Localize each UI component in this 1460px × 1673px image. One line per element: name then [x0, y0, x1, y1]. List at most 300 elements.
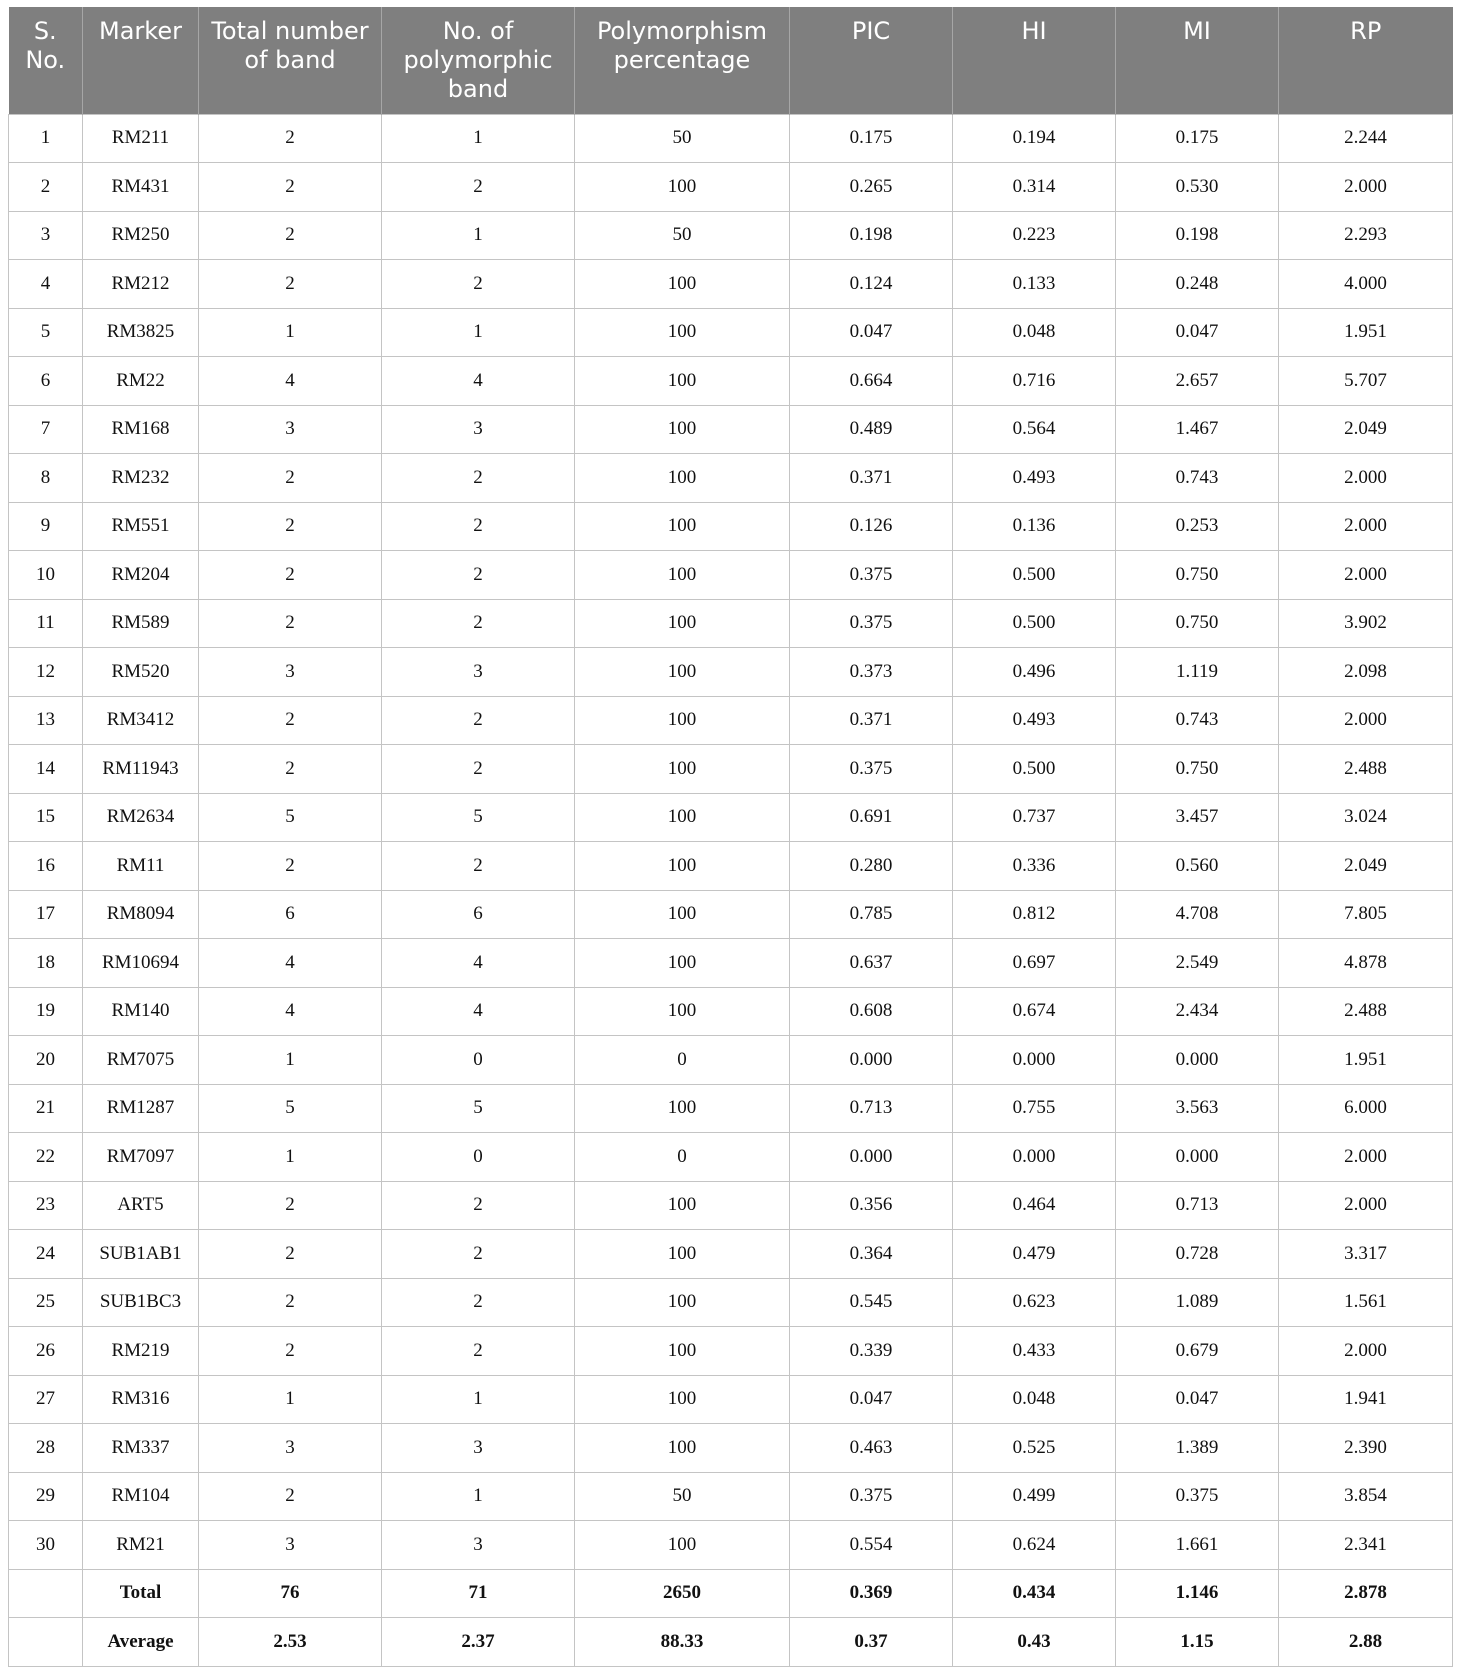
cell-polymorphic-bands: 2: [382, 599, 575, 648]
cell-marker: RM1287: [83, 1084, 199, 1133]
cell-rp: 2.000: [1279, 1327, 1453, 1376]
cell-serial-number: 14: [9, 745, 83, 794]
cell-total-bands: 4: [199, 939, 382, 988]
cell-pic: 0.356: [790, 1181, 953, 1230]
cell-pic: 0.375: [790, 551, 953, 600]
cell-marker: RM11: [83, 842, 199, 891]
cell-rp: 2.244: [1279, 114, 1453, 163]
cell-hi: 0.133: [953, 260, 1116, 309]
cell-hi: 0.812: [953, 890, 1116, 939]
cell-mi: 1.089: [1116, 1278, 1279, 1327]
cell-polymorphic-bands: 1: [382, 211, 575, 260]
cell-serial-number: 13: [9, 696, 83, 745]
header-serial-number: S. No.: [9, 7, 83, 114]
cell-total-bands: 4: [199, 987, 382, 1036]
cell-hi: 0.500: [953, 551, 1116, 600]
cell-mi: 0.750: [1116, 599, 1279, 648]
cell-polymorphism-percentage: 100: [575, 1375, 790, 1424]
cell-polymorphism-percentage: 100: [575, 987, 790, 1036]
cell-mi: 0.743: [1116, 696, 1279, 745]
cell-pic: 0.375: [790, 745, 953, 794]
cell-polymorphism-percentage: 100: [575, 357, 790, 406]
cell-rp: 3.902: [1279, 599, 1453, 648]
cell-pic: 0.785: [790, 890, 953, 939]
cell-polymorphism-percentage: 100: [575, 696, 790, 745]
cell-pic: 0.339: [790, 1327, 953, 1376]
cell-total-bands: 2: [199, 1327, 382, 1376]
cell-mi: 2.434: [1116, 987, 1279, 1036]
cell-total-bands: 3: [199, 1424, 382, 1473]
cell-serial-number: 28: [9, 1424, 83, 1473]
cell-hi: 0.336: [953, 842, 1116, 891]
cell-polymorphic-bands: 1: [382, 1375, 575, 1424]
cell-marker: RM7097: [83, 1133, 199, 1182]
cell-mi: 0.000: [1116, 1133, 1279, 1182]
cell-rp: 2.000: [1279, 696, 1453, 745]
header-pic: PIC: [790, 7, 953, 114]
cell-pic: 0.000: [790, 1036, 953, 1085]
cell-total-bands: 2: [199, 599, 382, 648]
cell-pic: 0.047: [790, 1375, 953, 1424]
cell-polymorphic-bands: 2: [382, 502, 575, 551]
cell-rp: 2.000: [1279, 163, 1453, 212]
cell-hi: 0.314: [953, 163, 1116, 212]
cell-marker: RM10694: [83, 939, 199, 988]
cell-serial-number: 4: [9, 260, 83, 309]
cell-total-bands: 1: [199, 1036, 382, 1085]
cell-total-bands: 2: [199, 1472, 382, 1521]
table-row: [9, 405, 1453, 454]
cell-hi: 0.43: [953, 1618, 1116, 1667]
cell-marker: RM551: [83, 502, 199, 551]
cell-marker: RM431: [83, 163, 199, 212]
table-row: [9, 1424, 1453, 1473]
cell-mi: 0.679: [1116, 1327, 1279, 1376]
cell-total-bands: 2: [199, 114, 382, 163]
cell-polymorphic-bands: 4: [382, 987, 575, 1036]
cell-marker: RM8094: [83, 890, 199, 939]
cell-hi: 0.623: [953, 1278, 1116, 1327]
cell-polymorphism-percentage: 100: [575, 842, 790, 891]
cell-rp: 2.049: [1279, 405, 1453, 454]
cell-mi: 0.728: [1116, 1230, 1279, 1279]
table-row: [9, 551, 1453, 600]
cell-total-bands: 2: [199, 696, 382, 745]
cell-total-bands: 2: [199, 260, 382, 309]
cell-marker: RM21: [83, 1521, 199, 1570]
cell-marker: Average: [83, 1618, 199, 1667]
cell-pic: 0.126: [790, 502, 953, 551]
cell-marker: RM7075: [83, 1036, 199, 1085]
cell-pic: 0.000: [790, 1133, 953, 1182]
cell-serial-number: 10: [9, 551, 83, 600]
cell-mi: 0.248: [1116, 260, 1279, 309]
cell-serial-number: 9: [9, 502, 83, 551]
cell-marker: RM11943: [83, 745, 199, 794]
cell-total-bands: 1: [199, 1133, 382, 1182]
cell-serial-number: [9, 1618, 83, 1667]
cell-rp: 2.88: [1279, 1618, 1453, 1667]
cell-mi: 0.530: [1116, 163, 1279, 212]
cell-serial-number: 25: [9, 1278, 83, 1327]
cell-serial-number: 21: [9, 1084, 83, 1133]
cell-rp: 2.000: [1279, 551, 1453, 600]
cell-rp: 2.488: [1279, 987, 1453, 1036]
cell-serial-number: 1: [9, 114, 83, 163]
cell-marker: RM316: [83, 1375, 199, 1424]
cell-marker: RM232: [83, 454, 199, 503]
cell-pic: 0.608: [790, 987, 953, 1036]
table-row: [9, 1327, 1453, 1376]
cell-polymorphic-bands: 2: [382, 696, 575, 745]
cell-polymorphism-percentage: 100: [575, 1084, 790, 1133]
table-row: [9, 1472, 1453, 1521]
table-container: [8, 7, 1453, 1667]
cell-hi: 0.716: [953, 357, 1116, 406]
table-row: [9, 939, 1453, 988]
header-total-bands: Total number of band: [199, 7, 382, 114]
cell-polymorphism-percentage: 50: [575, 211, 790, 260]
cell-hi: 0.624: [953, 1521, 1116, 1570]
cell-polymorphism-percentage: 100: [575, 599, 790, 648]
table-row: [9, 890, 1453, 939]
cell-polymorphic-bands: 1: [382, 114, 575, 163]
table-row: [9, 357, 1453, 406]
cell-pic: 0.198: [790, 211, 953, 260]
cell-polymorphism-percentage: 100: [575, 1424, 790, 1473]
cell-polymorphism-percentage: 100: [575, 890, 790, 939]
table-row: [9, 1133, 1453, 1182]
cell-total-bands: 2: [199, 842, 382, 891]
cell-rp: 2.293: [1279, 211, 1453, 260]
header-row: [9, 7, 1453, 114]
cell-marker: SUB1BC3: [83, 1278, 199, 1327]
cell-polymorphism-percentage: 50: [575, 114, 790, 163]
cell-polymorphism-percentage: 100: [575, 502, 790, 551]
cell-total-bands: 3: [199, 405, 382, 454]
cell-pic: 0.265: [790, 163, 953, 212]
header-polymorphism-percentage: Polymorphism percentage: [575, 7, 790, 114]
cell-serial-number: 18: [9, 939, 83, 988]
cell-pic: 0.280: [790, 842, 953, 891]
cell-serial-number: 7: [9, 405, 83, 454]
table-row: [9, 1230, 1453, 1279]
table-header: [9, 7, 1453, 114]
cell-polymorphic-bands: 3: [382, 1521, 575, 1570]
cell-polymorphic-bands: 2: [382, 1230, 575, 1279]
cell-mi: 3.457: [1116, 793, 1279, 842]
cell-total-bands: 5: [199, 793, 382, 842]
cell-marker: RM140: [83, 987, 199, 1036]
table-row: [9, 1278, 1453, 1327]
cell-marker: RM3825: [83, 308, 199, 357]
cell-hi: 0.674: [953, 987, 1116, 1036]
cell-total-bands: 2: [199, 551, 382, 600]
table-row: [9, 1521, 1453, 1570]
cell-hi: 0.697: [953, 939, 1116, 988]
cell-serial-number: 16: [9, 842, 83, 891]
cell-total-bands: 2: [199, 454, 382, 503]
cell-rp: 3.317: [1279, 1230, 1453, 1279]
cell-polymorphism-percentage: 100: [575, 551, 790, 600]
cell-polymorphic-bands: 6: [382, 890, 575, 939]
cell-hi: 0.000: [953, 1036, 1116, 1085]
cell-rp: 1.561: [1279, 1278, 1453, 1327]
cell-marker: ART5: [83, 1181, 199, 1230]
header-rp: RP: [1279, 7, 1453, 114]
cell-total-bands: 2: [199, 211, 382, 260]
cell-rp: 1.951: [1279, 1036, 1453, 1085]
table-row: [9, 163, 1453, 212]
cell-marker: RM589: [83, 599, 199, 648]
cell-rp: 4.878: [1279, 939, 1453, 988]
cell-polymorphic-bands: 2: [382, 842, 575, 891]
cell-hi: 0.048: [953, 308, 1116, 357]
marker-statistics-table: [8, 7, 1453, 1667]
cell-marker: RM219: [83, 1327, 199, 1376]
cell-mi: 0.743: [1116, 454, 1279, 503]
cell-polymorphism-percentage: 100: [575, 1278, 790, 1327]
cell-mi: 1.661: [1116, 1521, 1279, 1570]
table-row: [9, 1375, 1453, 1424]
cell-serial-number: 8: [9, 454, 83, 503]
cell-rp: 2.049: [1279, 842, 1453, 891]
cell-serial-number: 24: [9, 1230, 83, 1279]
cell-polymorphic-bands: 2: [382, 260, 575, 309]
cell-mi: 0.750: [1116, 745, 1279, 794]
cell-polymorphic-bands: 3: [382, 648, 575, 697]
cell-mi: 2.657: [1116, 357, 1279, 406]
header-polymorphic-bands: No. of polymorphic band: [382, 7, 575, 114]
cell-polymorphic-bands: 1: [382, 1472, 575, 1521]
cell-polymorphism-percentage: 100: [575, 405, 790, 454]
cell-serial-number: 30: [9, 1521, 83, 1570]
cell-hi: 0.136: [953, 502, 1116, 551]
cell-polymorphism-percentage: 100: [575, 1230, 790, 1279]
table-row: [9, 745, 1453, 794]
cell-serial-number: 22: [9, 1133, 83, 1182]
cell-polymorphic-bands: 2: [382, 163, 575, 212]
cell-pic: 0.664: [790, 357, 953, 406]
cell-marker: RM250: [83, 211, 199, 260]
cell-polymorphism-percentage: 100: [575, 1521, 790, 1570]
cell-polymorphic-bands: 2: [382, 1327, 575, 1376]
cell-pic: 0.124: [790, 260, 953, 309]
cell-serial-number: 19: [9, 987, 83, 1036]
cell-polymorphic-bands: 4: [382, 939, 575, 988]
cell-rp: 2.000: [1279, 502, 1453, 551]
cell-polymorphic-bands: 3: [382, 405, 575, 454]
cell-marker: RM2634: [83, 793, 199, 842]
cell-hi: 0.479: [953, 1230, 1116, 1279]
cell-pic: 0.375: [790, 599, 953, 648]
table-row: [9, 454, 1453, 503]
cell-rp: 5.707: [1279, 357, 1453, 406]
cell-rp: 2.488: [1279, 745, 1453, 794]
cell-hi: 0.434: [953, 1569, 1116, 1618]
cell-pic: 0.371: [790, 696, 953, 745]
cell-hi: 0.223: [953, 211, 1116, 260]
cell-total-bands: 2: [199, 1278, 382, 1327]
cell-mi: 0.047: [1116, 308, 1279, 357]
table-row: [9, 502, 1453, 551]
cell-total-bands: 2: [199, 1181, 382, 1230]
cell-polymorphism-percentage: 100: [575, 1181, 790, 1230]
cell-polymorphic-bands: 5: [382, 793, 575, 842]
cell-hi: 0.496: [953, 648, 1116, 697]
cell-pic: 0.463: [790, 1424, 953, 1473]
cell-total-bands: 3: [199, 1521, 382, 1570]
cell-pic: 0.37: [790, 1618, 953, 1667]
cell-serial-number: 3: [9, 211, 83, 260]
cell-total-bands: 6: [199, 890, 382, 939]
cell-total-bands: 2: [199, 163, 382, 212]
cell-marker: SUB1AB1: [83, 1230, 199, 1279]
cell-mi: 0.750: [1116, 551, 1279, 600]
cell-mi: 2.549: [1116, 939, 1279, 988]
table-row: [9, 987, 1453, 1036]
cell-total-bands: 1: [199, 308, 382, 357]
cell-serial-number: 29: [9, 1472, 83, 1521]
cell-mi: 1.389: [1116, 1424, 1279, 1473]
cell-marker: Total: [83, 1569, 199, 1618]
cell-rp: 2.098: [1279, 648, 1453, 697]
cell-pic: 0.637: [790, 939, 953, 988]
table-row: [9, 260, 1453, 309]
cell-pic: 0.691: [790, 793, 953, 842]
cell-rp: 2.000: [1279, 454, 1453, 503]
cell-serial-number: 17: [9, 890, 83, 939]
cell-serial-number: 11: [9, 599, 83, 648]
cell-serial-number: 12: [9, 648, 83, 697]
table-row: [9, 1181, 1453, 1230]
header-hi: HI: [953, 7, 1116, 114]
cell-hi: 0.499: [953, 1472, 1116, 1521]
cell-mi: 1.119: [1116, 648, 1279, 697]
cell-polymorphic-bands: 1: [382, 308, 575, 357]
cell-total-bands: 2: [199, 1230, 382, 1279]
cell-polymorphism-percentage: 100: [575, 793, 790, 842]
cell-pic: 0.545: [790, 1278, 953, 1327]
cell-hi: 0.564: [953, 405, 1116, 454]
cell-serial-number: 6: [9, 357, 83, 406]
cell-marker: RM22: [83, 357, 199, 406]
cell-polymorphism-percentage: 100: [575, 939, 790, 988]
cell-hi: 0.493: [953, 454, 1116, 503]
cell-polymorphic-bands: 3: [382, 1424, 575, 1473]
cell-polymorphic-bands: 0: [382, 1036, 575, 1085]
cell-mi: 0.560: [1116, 842, 1279, 891]
cell-rp: 1.941: [1279, 1375, 1453, 1424]
table-row: [9, 1036, 1453, 1085]
cell-mi: 0.198: [1116, 211, 1279, 260]
cell-mi: 1.467: [1116, 405, 1279, 454]
cell-mi: 0.000: [1116, 1036, 1279, 1085]
cell-pic: 0.369: [790, 1569, 953, 1618]
cell-hi: 0.500: [953, 599, 1116, 648]
cell-polymorphic-bands: 2: [382, 1278, 575, 1327]
cell-polymorphic-bands: 71: [382, 1569, 575, 1618]
cell-pic: 0.175: [790, 114, 953, 163]
cell-marker: RM520: [83, 648, 199, 697]
cell-mi: 0.375: [1116, 1472, 1279, 1521]
cell-rp: 2.000: [1279, 1133, 1453, 1182]
table-row: [9, 1084, 1453, 1133]
cell-marker: RM211: [83, 114, 199, 163]
cell-pic: 0.047: [790, 308, 953, 357]
header-mi: MI: [1116, 7, 1279, 114]
cell-polymorphism-percentage: 88.33: [575, 1618, 790, 1667]
cell-pic: 0.554: [790, 1521, 953, 1570]
cell-mi: 0.253: [1116, 502, 1279, 551]
cell-polymorphic-bands: 5: [382, 1084, 575, 1133]
cell-mi: 1.15: [1116, 1618, 1279, 1667]
cell-rp: 2.390: [1279, 1424, 1453, 1473]
cell-serial-number: 20: [9, 1036, 83, 1085]
cell-serial-number: 2: [9, 163, 83, 212]
average-row: [9, 1618, 1453, 1667]
cell-polymorphism-percentage: 100: [575, 648, 790, 697]
table-row: [9, 211, 1453, 260]
cell-serial-number: 23: [9, 1181, 83, 1230]
cell-total-bands: 4: [199, 357, 382, 406]
cell-polymorphism-percentage: 0: [575, 1133, 790, 1182]
cell-total-bands: 5: [199, 1084, 382, 1133]
table-row: [9, 842, 1453, 891]
cell-rp: 3.854: [1279, 1472, 1453, 1521]
cell-mi: 0.713: [1116, 1181, 1279, 1230]
cell-rp: 1.951: [1279, 308, 1453, 357]
cell-total-bands: 76: [199, 1569, 382, 1618]
cell-marker: RM212: [83, 260, 199, 309]
cell-rp: 3.024: [1279, 793, 1453, 842]
cell-hi: 0.194: [953, 114, 1116, 163]
cell-pic: 0.375: [790, 1472, 953, 1521]
header-marker: Marker: [83, 7, 199, 114]
table-row: [9, 696, 1453, 745]
cell-mi: 0.047: [1116, 1375, 1279, 1424]
table-row: [9, 793, 1453, 842]
cell-polymorphism-percentage: 100: [575, 454, 790, 503]
cell-polymorphism-percentage: 100: [575, 308, 790, 357]
cell-polymorphic-bands: 4: [382, 357, 575, 406]
cell-hi: 0.433: [953, 1327, 1116, 1376]
cell-hi: 0.000: [953, 1133, 1116, 1182]
cell-marker: RM168: [83, 405, 199, 454]
cell-polymorphic-bands: 2: [382, 551, 575, 600]
cell-polymorphic-bands: 0: [382, 1133, 575, 1182]
cell-total-bands: 2: [199, 745, 382, 794]
cell-marker: RM3412: [83, 696, 199, 745]
cell-rp: 2.878: [1279, 1569, 1453, 1618]
cell-mi: 4.708: [1116, 890, 1279, 939]
cell-marker: RM104: [83, 1472, 199, 1521]
cell-serial-number: 5: [9, 308, 83, 357]
cell-hi: 0.755: [953, 1084, 1116, 1133]
cell-serial-number: 26: [9, 1327, 83, 1376]
cell-hi: 0.525: [953, 1424, 1116, 1473]
cell-total-bands: 2: [199, 502, 382, 551]
cell-total-bands: 1: [199, 1375, 382, 1424]
table-row: [9, 648, 1453, 697]
cell-total-bands: 3: [199, 648, 382, 697]
cell-pic: 0.364: [790, 1230, 953, 1279]
table-row: [9, 114, 1453, 163]
cell-polymorphism-percentage: 50: [575, 1472, 790, 1521]
cell-rp: 6.000: [1279, 1084, 1453, 1133]
cell-mi: 1.146: [1116, 1569, 1279, 1618]
table-row: [9, 599, 1453, 648]
